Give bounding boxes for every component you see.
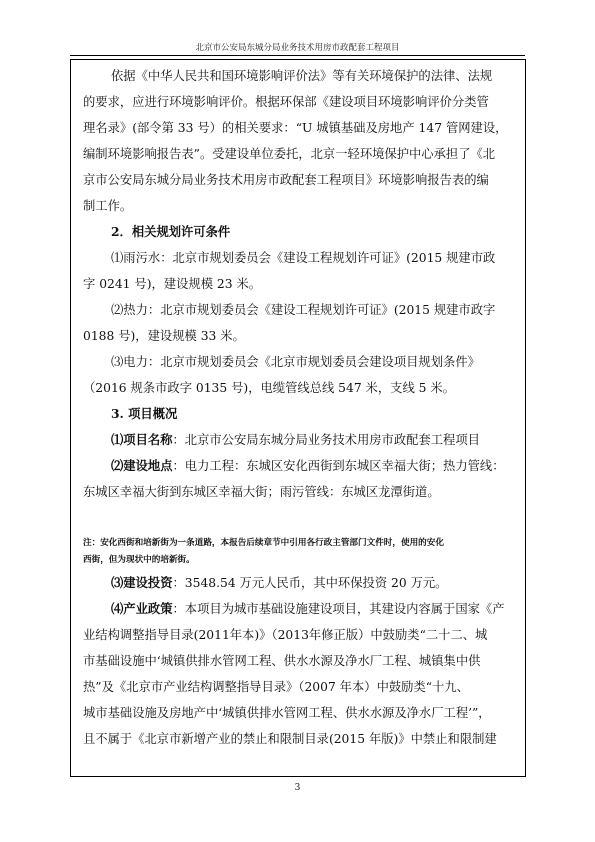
text-line: ⑵热力：北京市规划委员会《建设工程规划许可证》(2015 规建市政字 [111,303,496,317]
item-label: ⑵建设地点 [111,458,173,473]
project-name-line [83,427,515,453]
item-text: ：电力工程：东城区安化西街到东城区幸福大街；热力管线： [172,459,505,473]
paragraph-investment-policy [83,570,515,752]
text-line: 京市公安局东城分局业务技术用房市政配套工程项目》环境影响报告表的编 [83,173,489,187]
text-line: 编制环境影响报告表”。受建设单位委托，北京一轻环境保护中心承担了《北 [83,147,496,161]
text-line: 热”及《北京市产业结构调整指导目录》（2007 年本）中鼓励类“十九、 [83,680,469,694]
text-line: 东城区幸福大街到东城区幸福大街；雨污管线：东城区龙潭街道。 [83,485,440,499]
item-text: ：本项目为城市基础设施建设项目，其建设内容属于国家《产 [172,602,505,616]
item-text: ：3548.54 万元人民币，其中环保投资 20 万元。 [172,576,448,590]
text-line: ⑴雨污水：北京市规划委员会《建设工程规划许可证》(2015 规建市政 [111,251,496,265]
note-line: 西街，但为现状中的培新街。 [83,555,195,565]
text-line: （2016 规条市政字 0135 号)，电缆管线总线 547 米，支线 5 米。 [83,381,455,395]
text-line: 0188 号)，建设规模 33 米。 [83,329,245,343]
content-frame [70,59,526,777]
investment-line [83,570,515,596]
text-line: 的要求，应进行环境影响评价。根据环保部《建设项目环境影响评价分类管 [83,95,489,109]
note-line: 注：安化西街和培新街为一条道路，本报告后续章节中引用各行政主管部门文件时，使用的安化 [83,538,444,548]
paragraph-eia-basis [83,63,515,505]
text-line: 业结构调整指导目录(2011年本)》（2013年修正版）中鼓励类“二十二、城 [83,628,488,642]
header-rule [70,55,525,56]
text-line: 市基础设施中‘城镇供排水管网工程、供水水源及净水厂工程、城镇集中供 [83,654,481,668]
item-text: ：北京市公安局东城分局业务技术用房市政配套工程项目 [172,433,480,447]
policy-line [83,596,515,622]
text-line: ⑶电力：北京市规划委员会《北京市规划委员会建设项目规划条件》 [111,355,480,369]
text-line: 且不属于《北京市新增产业的禁止和限制目录(2015 年版)》中禁止和限制建 [83,732,497,746]
item-label: ⑴项目名称 [111,432,173,447]
item-label: ⑷产业政策 [111,601,173,616]
text-line: 字 0241 号)，建设规模 23 米。 [83,277,262,291]
text-line: 城市基础设施及房地产中‘城镇供排水管网工程、供水水源及净水厂工程’”， [83,706,491,720]
page-number: 3 [294,783,301,793]
page-header: 北京市公安局东城分局业务技术用房市政配套工程项目 [195,43,400,53]
location-line [83,453,515,479]
item-label: ⑶建设投资 [111,575,173,590]
section-heading-planning: 2．相关规划许可条件 [111,224,231,239]
text-line: 理名录》(部令第 33 号）的相关要求：“U 城镇基础及房地产 147 管网建设， [83,121,508,135]
section-heading-overview: 3. 项目概况 [111,406,178,421]
text-line: 依据《中华人民共和国环境影响评价法》等有关环境保护的法律、法规 [111,69,493,83]
location-note [83,535,515,569]
text-line: 制工作。 [83,199,133,213]
